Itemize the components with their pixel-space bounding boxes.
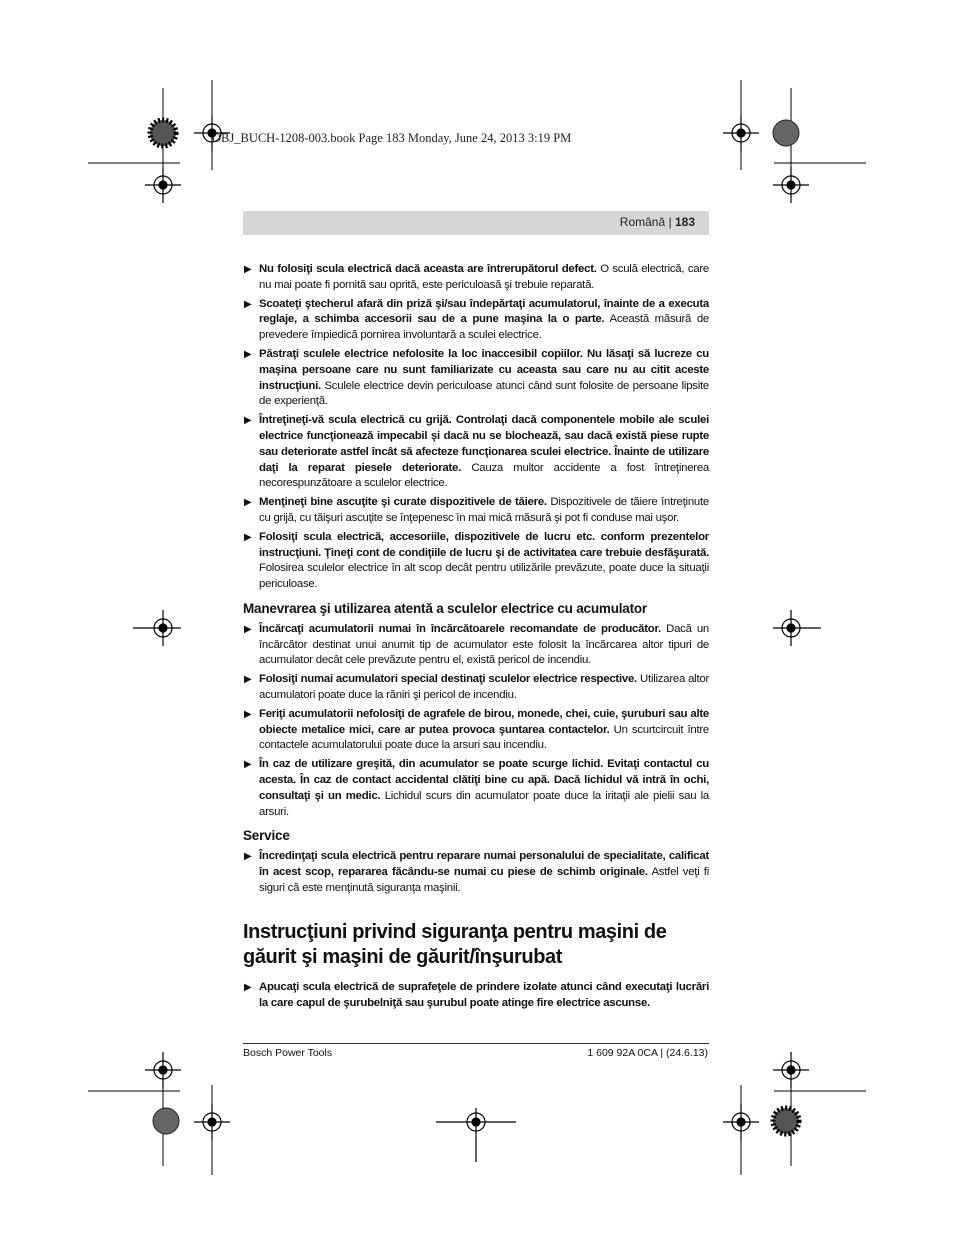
triangle-bullet-icon: ▶ [244,759,252,771]
warning-explanation: Sculele electrice devin periculoase atunci când sunt folosite de persoane lipsite de experienţă. [259,379,709,408]
section-heading-service: Service [243,828,290,844]
triangle-bullet-icon: ▶ [244,851,252,863]
warning-explanation: O sculă electrică, care nu mai poate fi pornită sau oprită, este periculoasă şi trebuie reparată. [259,263,709,291]
triangle-bullet-icon: ▶ [244,982,252,994]
list-item [243,347,709,410]
warning-text-bold: Apucaţi scula electrică de suprafeţele de prindere izolate atunci când executaţi lucrări la care capul de şurubelniţă sau şurubul poate atinge fire electrice ascunse. [259,981,709,1010]
list-item [243,757,709,820]
triangle-bullet-icon: ▶ [244,497,252,509]
safety-list-drills [243,980,709,1012]
triangle-bullet-icon: ▶ [244,674,252,686]
warning-text-bold: Scoateţi ştecherul afară din priză şi/sau îndepărtaţi acumulatorul, înainte de a executa reglaje, a schimba accesorii sau de a pune maşina la o parte. [259,297,709,326]
warning-explanation: Cauza multor accidente a fost întreţinerea necorespunzătoare a sculelor electrice. [259,461,709,490]
warning-explanation: Astfel veţi fi siguri că este menţinută siguranţa maşinii. [259,865,709,894]
warning-explanation: Această măsură de prevedere împiedică pornirea involuntară a sculei electrice. [259,313,709,342]
warning-explanation: Un scurtcircuit între contactele acumulatorului poate duce la arsuri sau incendiu. [259,723,709,752]
safety-list-general [243,262,709,593]
triangle-bullet-icon: ▶ [244,348,252,360]
page-content [243,262,709,1015]
safety-list-service [243,849,709,896]
triangle-bullet-icon: ▶ [244,708,252,720]
footer-rule [243,1043,709,1044]
warning-text-bold: Întreţineţi-vă scula electrică cu grijă. Controlaţi dacă componentele mobile ale sculei electrice funcţionează impecabil şi dacă nu se blochează, sau dacă există piese rupte sau deteriorate astfel încât să afecteze funcţionarea sculei electrice. Înainte de utilizare daţi la reparat piesele deteriorate. [259,414,709,474]
page-header-bar [243,211,709,235]
list-item [243,707,709,754]
list-item [243,530,709,593]
warning-explanation: Lichidul scurs din acumulator poate duce la iritaţii ale pielii sau la arsuri. [259,789,709,818]
list-item [243,622,709,669]
section-heading-battery: Manevrarea şi utilizarea atentă a sculelor electrice cu acumulator [243,600,647,616]
warning-text-bold: Nu folosiţi scula electrică dacă aceasta are întrerupătorul defect. [259,263,597,275]
triangle-bullet-icon: ▶ [244,623,252,635]
list-item [243,980,709,1012]
warning-explanation: Folosirea sculelor electrice în alt scop decât pentru utilizările prevăzute, poate duce la situaţii periculoase. [259,562,709,591]
page-header [620,215,695,229]
page-number: 183 [674,215,695,229]
list-item [243,849,709,896]
list-item [243,297,709,344]
list-item [243,495,709,527]
warning-text-bold: Menţineţi bine ascuţite şi curate dispozitivele de tăiere. [259,496,547,509]
chapter-heading-drills: Instrucţiuni privind siguranţa pentru maşini de găurit şi maşini de găurit/înşurubat [243,921,667,969]
warning-explanation: Dacă un încărcător destinat unui anumit tip de acumulator este folosit la încărcarea altor tipuri de acumulator decât cele prevăzute pentru el, există pericol de incendiu. [259,622,710,667]
warning-explanation: Dispozitivele de tăiere întreţinute cu grijă, cu tăişuri ascuţite se înţepenesc în mai mică măsură şi pot fi conduse mai uşor. [259,496,709,524]
footer-doc-number: 1 609 92A 0CA | (24.6.13) [587,1047,708,1059]
header-language: Română [619,215,666,229]
list-item [243,413,709,492]
header-separator: | [668,215,672,229]
triangle-bullet-icon: ▶ [244,415,252,427]
warning-text-bold: Păstraţi sculele electrice nefolosite la loc inaccesibil copiilor. Nu lăsaţi să lucreze cu maşina persoane care nu sunt familiarizate cu aceasta sau care nu au citit aceste instrucţiuni. [259,347,709,392]
safety-list-battery [243,622,709,821]
warning-text-bold: Feriţi acumulatorii nefolosiţi de agrafele de birou, monede, chei, cuie, şuruburi sau alte obiecte metalice mici, care ar putea provoca şuntarea contactelor. [259,707,709,736]
warning-text-bold: Folosiţi numai acumulatori special destinaţi sculelor electrice respective. [259,673,637,686]
print-slug: OBJ_BUCH-1208-003.book Page 183 Monday, June 24, 2013 3:19 PM [212,131,572,145]
triangle-bullet-icon: ▶ [244,298,252,310]
triangle-bullet-icon: ▶ [244,531,252,543]
warning-text-bold: În caz de utilizare greşită, din acumulator se poate scurge lichid. Evitaţi contactul cu acesta. În caz de contact accidental clătiţi bine cu apă. Dacă lichidul vă intră în ochi, consultaţi şi un medic. [259,758,709,802]
footer-brand: Bosch Power Tools [243,1047,333,1059]
triangle-bullet-icon: ▶ [244,264,252,275]
list-item [243,672,709,704]
warning-explanation: Utilizarea altor acumulatori poate duce la răniri şi pericol de incendiu. [259,673,710,701]
list-item [243,262,709,294]
warning-text-bold: Încărcaţi acumulatorii numai în încărcătoarele recomandate de producător. [259,622,661,635]
warning-text-bold: Folosiţi scula electrică, accesoriile, dispozitivele de lucru etc. conform prezentelor instrucţiuni. Ţineţi cont de condiţiile de lucru şi de activitatea care trebuie desfăşurată. [259,530,709,559]
warning-text-bold: Încredinţaţi scula electrică pentru reparare numai personalului de specialitate, calificat în acest scop, repararea făcându-se numai cu piese de schimb originale. [259,850,709,878]
